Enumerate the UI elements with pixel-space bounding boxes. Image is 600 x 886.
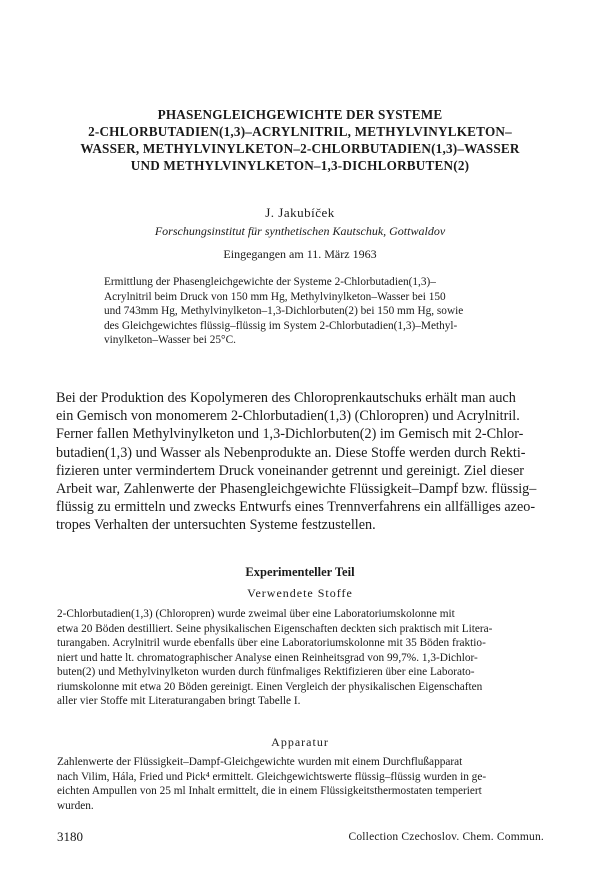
body-line: etwa 20 Böden destilliert. Seine physikalischen Eigenschaften deckten sich praktisch mit Litera- (57, 622, 493, 635)
body-line: eichten Ampullen von 25 ml Inhalt ermittelt, die in einem Flüssigkeitsthermostaten temperiert (57, 785, 482, 797)
intro-line: Ferner fallen Methylvinylketon und 1,3-Dichlorbuten(2) im Gemisch mit 2-Chlor- (56, 426, 524, 443)
author-affiliation: Forschungsinstitut für synthetischen Kautschuk, Gottwaldov (154, 224, 446, 238)
title-line: WASSER, METHYLVINYLKETON–2-CHLORBUTADIEN(1,3)–WASSER (80, 141, 520, 156)
intro-line: Bei der Produktion des Kopolymeren des Chloroprenkautschuks erhält man auch (56, 390, 516, 406)
body-line: Zahlenwerte der Flüssigkeit–Dampf-Gleichgewichte wurden mit einem Durchflußapparat (57, 756, 463, 768)
intro-line: butadien(1,3) und Wasser als Nebenprodukte an. Diese Stoffe werden durch Rekti- (56, 444, 526, 461)
materials-paragraph (57, 607, 547, 709)
abstract (104, 275, 504, 348)
page-number: 3180 (57, 829, 83, 844)
body-line: nach Vilim, Hála, Fried und Pick⁴ ermittelt. Gleichgewichtswerte flüssig–flüssig wurden in ge- (57, 770, 487, 783)
author-name: J. Jakubíček (265, 205, 335, 220)
body-line: buten(2) und Methylvinylketon wurden durch fünfmaliges Rektifizieren über eine Laborato- (57, 666, 475, 678)
introduction (56, 389, 547, 535)
intro-line: flüssig zu ermitteln und zwecks Entwurfs eines Trennverfahrens ein allfälliges azeo- (56, 499, 536, 516)
title-line: PHASENGLEICHGEWICHTE DER SYSTEME (157, 107, 443, 122)
intro-line: tropes Verhalten der untersuchten Systeme festzustellen. (56, 517, 376, 534)
intro-line: Arbeit war, Zahlenwerte der Phasengleichgewichte Flüssigkeit–Dampf bzw. flüssig– (56, 481, 537, 498)
body-line: aller vier Stoffe mit Literaturangaben bringt Tabelle I. (57, 695, 301, 707)
body-line: wurden. (57, 799, 94, 812)
subsection-heading-apparatus: Apparatur (271, 735, 329, 749)
abstract-line: Ermittlung der Phasengleichgewichte der Systeme 2-Chlorbutadien(1,3)– (104, 276, 436, 288)
abstract-line: des Gleichgewichtes flüssig–flüssig im System 2-Chlorbutadien(1,3)–Methyl- (104, 319, 458, 332)
abstract-line: Acrylnitril beim Druck von 150 mm Hg, Methylvinylketon–Wasser bei 150 (104, 290, 446, 303)
title-line: 2-CHLORBUTADIEN(1,3)–ACRYLNITRIL, METHYLVINYLKETON– (88, 124, 512, 139)
article-title (60, 106, 540, 174)
body-line: riumskolonne mit etwa 20 Böden gereinigt. Einen Vergleich der physikalischen Eigenschaften (57, 680, 483, 693)
section-heading: Experimenteller Teil (245, 565, 355, 579)
abstract-line: und 743mm Hg, Methylvinylketon–1,3-Dichlorbuten(2) bei 150 mm Hg, sowie (104, 305, 464, 318)
received-date: Eingegangen am 11. März 1963 (223, 247, 377, 261)
intro-line: fizieren unter vermindertem Druck voneinander getrennt und gereinigt. Ziel dieser (56, 462, 525, 479)
body-line: niert und hatte lt. chromatographischer Analyse einen Reinheitsgrad von 99,7%. 1,3-Dichlor- (57, 651, 478, 664)
subsection-heading-materials: Verwendete Stoffe (247, 586, 353, 600)
apparatus-paragraph (57, 755, 547, 813)
body-line: turangaben. Acrylnitril wurde ebenfalls über eine Laboratoriumskolonne mit 35 Böden fraktio- (57, 637, 486, 649)
journal-name: Collection Czechoslov. Chem. Commun. (348, 831, 544, 843)
abstract-line: vinylketon–Wasser bei 25°C. (104, 334, 236, 347)
body-line: 2-Chlorbutadien(1,3) (Chloropren) wurde zweimal über eine Laboratoriumskolonne mit (57, 608, 455, 620)
intro-line: ein Gemisch von monomerem 2-Chlorbutadien(1,3) (Chloropren) und Acrylnitril. (56, 408, 520, 425)
title-line: UND METHYLVINYLKETON–1,3-DICHLORBUTEN(2) (130, 158, 470, 173)
